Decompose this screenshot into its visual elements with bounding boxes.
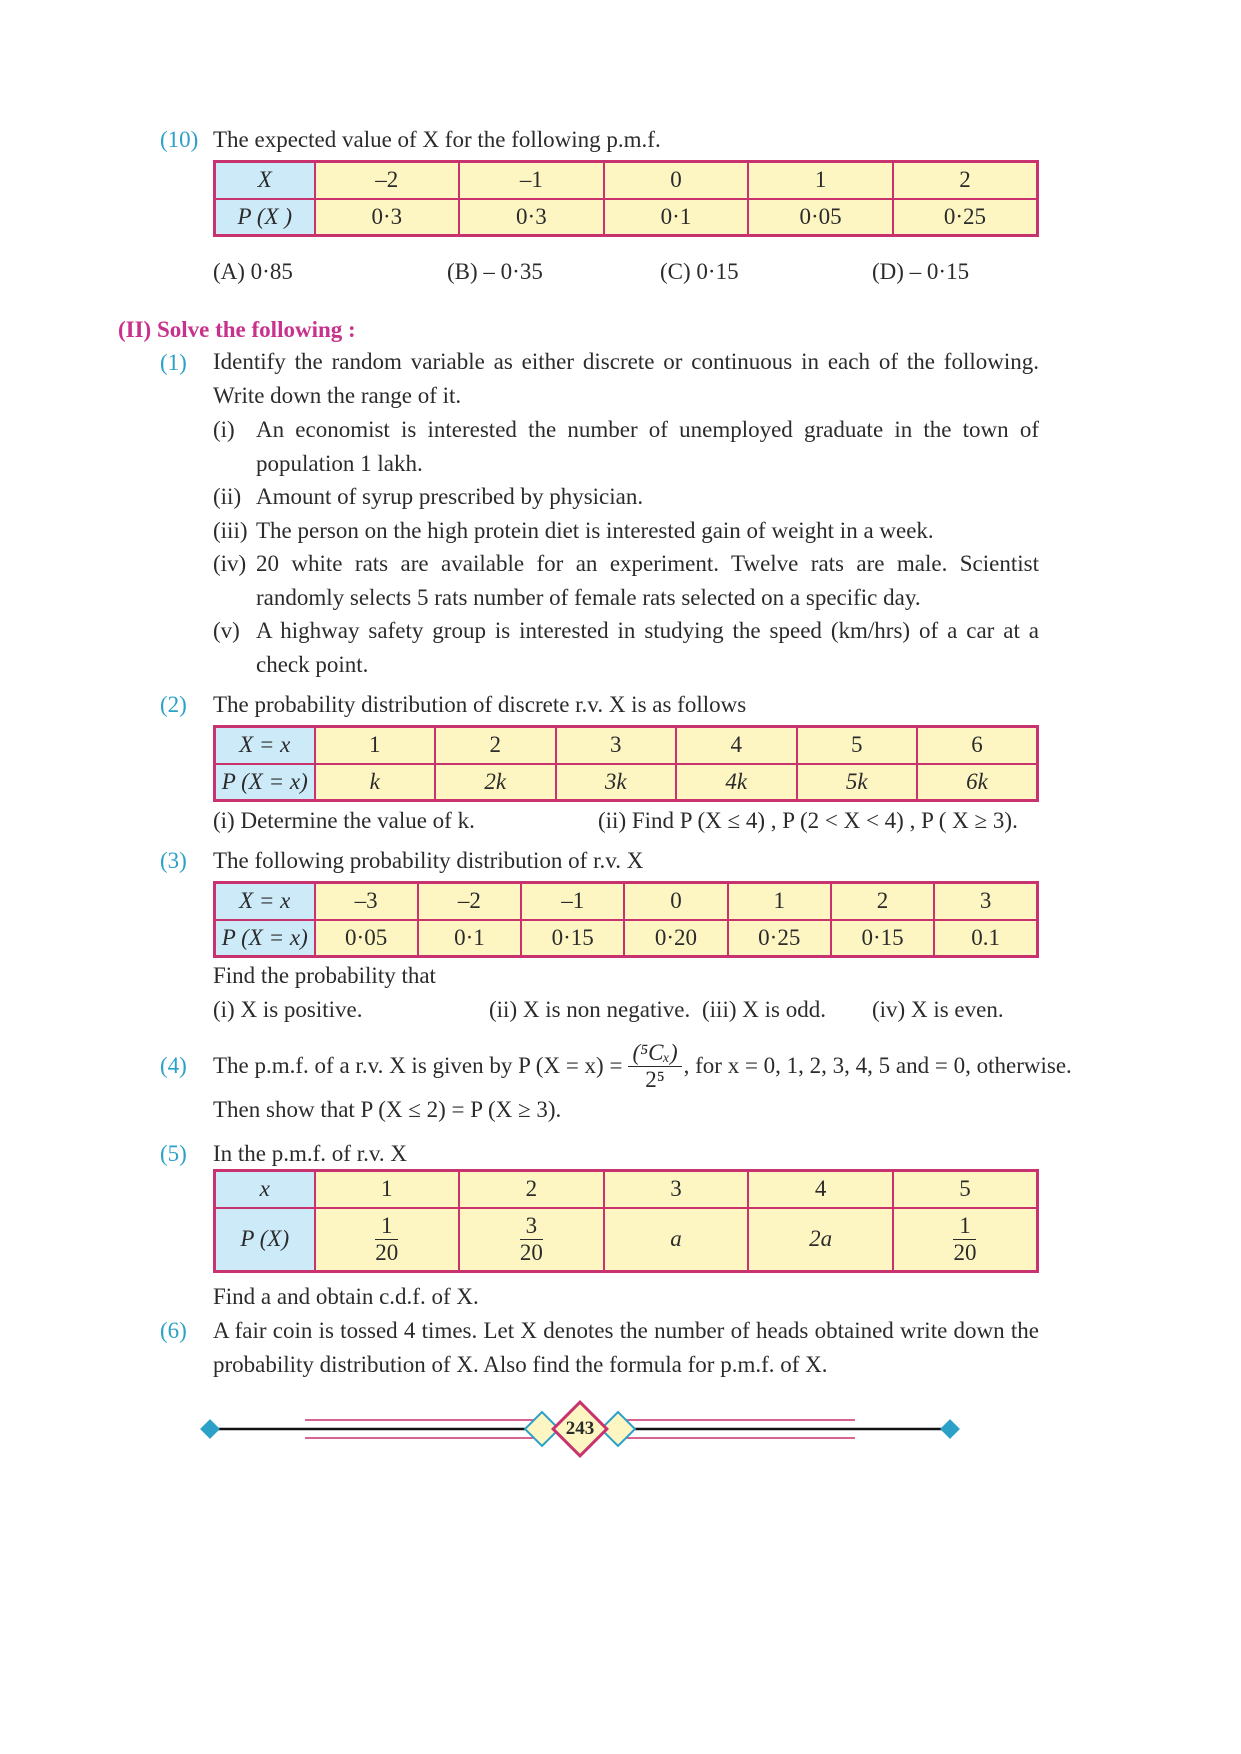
q10-x-cell: –1: [459, 162, 604, 199]
s5-x-cell: 3: [604, 1171, 749, 1208]
s2-sub-ii: (ii) Find P (X ≤ 4) , P (2 < X < 4) , P ( X ≥ 3).: [598, 808, 1018, 833]
s5-row-x: [215, 1171, 1038, 1208]
s5-denominator: 20: [519, 1239, 543, 1265]
s5-fraction: [953, 1213, 976, 1266]
s5-table: [213, 1169, 1039, 1273]
s1-number: (1): [160, 350, 187, 375]
s2-x-cell: 6: [917, 727, 1038, 764]
q10-option-d: (D) – 0·15: [872, 259, 970, 284]
s5-x-cell: 1: [315, 1171, 460, 1208]
q10-p-cell: 0·25: [893, 199, 1038, 236]
s5-number: (5): [160, 1141, 187, 1166]
s3-x-cell: 1: [728, 883, 831, 920]
s2-p-cell: 2k: [435, 764, 556, 801]
s3-p-cell: 0·20: [624, 920, 727, 957]
s3-x-cell: –1: [521, 883, 624, 920]
s5-find: Find a and obtain c.d.f. of X.: [213, 1284, 479, 1309]
s1-item-label: (ii): [213, 484, 242, 509]
q10-x-cell: 1: [748, 162, 893, 199]
s5-text: In the p.m.f. of r.v. X: [213, 1141, 407, 1166]
s5-p-cell: a: [604, 1208, 749, 1272]
q10-p-cell: 0·3: [315, 199, 460, 236]
s1-item-text: The person on the high protein diet is interested gain of weight in a week.: [256, 518, 934, 543]
s3-part: (iii) X is odd.: [702, 997, 826, 1022]
s3-header-p: P (X = x): [215, 920, 315, 957]
s2-sub-i: (i) Determine the value of k.: [213, 808, 475, 833]
q10-text: The expected value of X for the following p.m.f.: [213, 127, 661, 152]
s3-p-cell: 0·15: [831, 920, 934, 957]
s2-row-x: [215, 727, 1038, 764]
q10-header-p: P (X ): [215, 199, 315, 236]
s3-row-x: [215, 883, 1038, 920]
footer-left-diamond-icon: [200, 1419, 220, 1439]
s3-text: The following probability distribution of r.v. X: [213, 848, 644, 873]
q10-option-b: (B) – 0·35: [447, 259, 543, 284]
s2-p-cell: 6k: [917, 764, 1038, 801]
s5-x-cell: 4: [748, 1171, 893, 1208]
s1-item-text: 20 white rats are available for an experiment. Twelve rats are male. Scientist randomly selects 5 rats number of female rats selected on a specific day.: [256, 551, 1039, 610]
q10-row-x: [215, 162, 1038, 199]
s3-part: (i) X is positive.: [213, 997, 363, 1022]
s1-item-label: (i): [213, 417, 235, 442]
s1-item-text: Amount of syrup prescribed by physician.: [256, 484, 644, 509]
s4-denominator: 2⁵: [645, 1066, 665, 1092]
q10-p-cell: 0·3: [459, 199, 604, 236]
s4-fraction: [628, 1040, 681, 1093]
footer-right-diamond-icon: [940, 1419, 960, 1439]
q10-row-p: [215, 199, 1038, 236]
s1-item-text: A highway safety group is interested in studying the speed (km/hrs) of a car at a check point.: [256, 618, 1039, 677]
s5-x-cell: 5: [893, 1171, 1038, 1208]
s2-row-p: [215, 764, 1038, 801]
q10-x-cell: –2: [315, 162, 460, 199]
s2-header-p: P (X = x): [215, 764, 315, 801]
s3-p-cell: 0·25: [728, 920, 831, 957]
s3-part: (ii) X is non negative.: [489, 997, 691, 1022]
section-heading: (II) Solve the following :: [118, 317, 356, 342]
s3-p-cell: 0.1: [934, 920, 1037, 957]
s3-table: [213, 881, 1039, 958]
s2-p-cell: 4k: [676, 764, 797, 801]
s6-number: (6): [160, 1318, 187, 1343]
s2-x-cell: 1: [315, 727, 436, 764]
s2-text: The probability distribution of discrete r.v. X is as follows: [213, 692, 747, 717]
s5-numerator: 1: [375, 1213, 398, 1240]
q10-table: [213, 160, 1039, 237]
q10-p-cell: 0·05: [748, 199, 893, 236]
s3-p-cell: 0·1: [418, 920, 521, 957]
s2-x-cell: 4: [676, 727, 797, 764]
s2-p-cell: 3k: [556, 764, 677, 801]
s5-numerator: 1: [953, 1213, 976, 1240]
s6-text: A fair coin is tossed 4 times. Let X denotes the number of heads obtained write down the probability distribution of X. Also find the formula for p.m.f. of X.: [213, 1318, 1039, 1377]
s2-table: [213, 725, 1039, 802]
s3-x-cell: –2: [418, 883, 521, 920]
s5-p-cell: 2a: [748, 1208, 893, 1272]
q10-x-cell: 2: [893, 162, 1038, 199]
q10-option-a: (A) 0·85: [213, 259, 293, 284]
s3-row-p: [215, 920, 1038, 957]
s4-prefix: The p.m.f. of a r.v. X is given by P (X = x) =: [213, 1053, 623, 1078]
s2-x-cell: 3: [556, 727, 677, 764]
s3-x-cell: 3: [934, 883, 1037, 920]
s3-header-x: X = x: [215, 883, 315, 920]
s5-p-cell: [459, 1208, 604, 1272]
q10-x-cell: 0: [604, 162, 749, 199]
s2-p-cell: 5k: [797, 764, 918, 801]
s5-x-cell: 2: [459, 1171, 604, 1208]
q10-header-x: X: [215, 162, 315, 199]
s2-p-cell: k: [315, 764, 436, 801]
s1-item-label: (v): [213, 618, 240, 643]
s3-find: Find the probability that: [213, 963, 436, 988]
s4-suffix: , for x = 0, 1, 2, 3, 4, 5 and = 0, otherwise.: [683, 1053, 1072, 1078]
s3-p-cell: 0·05: [315, 920, 418, 957]
s5-numerator: 3: [520, 1213, 543, 1240]
s5-denominator: 20: [953, 1239, 977, 1265]
s1-item-text: An economist is interested the number of unemployed graduate in the town of population 1 lakh.: [256, 417, 1039, 476]
s3-x-cell: 0: [624, 883, 727, 920]
s3-x-cell: –3: [315, 883, 418, 920]
q10-p-cell: 0·1: [604, 199, 749, 236]
s2-x-cell: 2: [435, 727, 556, 764]
s5-header-p: P (X): [215, 1208, 315, 1272]
s4-formula-line: [213, 1033, 1072, 1099]
s4-line2: Then show that P (X ≤ 2) = P (X ≥ 3).: [213, 1097, 562, 1122]
s5-header-x: x: [215, 1171, 315, 1208]
s1-item-label: (iii): [213, 518, 248, 543]
s4-number: (4): [160, 1053, 187, 1078]
s2-number: (2): [160, 692, 187, 717]
s5-denominator: 20: [375, 1239, 399, 1265]
page-number: 243: [565, 1418, 595, 1439]
s4-numerator: (⁵Cₓ): [628, 1040, 681, 1067]
s3-part: (iv) X is even.: [872, 997, 1004, 1022]
s5-row-p: [215, 1208, 1038, 1272]
s5-fraction: [375, 1213, 398, 1266]
s3-p-cell: 0·15: [521, 920, 624, 957]
q10-option-c: (C) 0·15: [660, 259, 739, 284]
s2-header-x: X = x: [215, 727, 315, 764]
s5-p-cell: [893, 1208, 1038, 1272]
s3-number: (3): [160, 848, 187, 873]
s3-x-cell: 2: [831, 883, 934, 920]
s2-x-cell: 5: [797, 727, 918, 764]
q10-number: (10): [160, 127, 199, 152]
s5-p-cell: [315, 1208, 460, 1272]
s5-fraction: [520, 1213, 543, 1266]
s1-text: Identify the random variable as either discrete or continuous in each of the following. Write down the range of it.: [213, 349, 1039, 408]
s1-item-label: (iv): [213, 551, 247, 576]
